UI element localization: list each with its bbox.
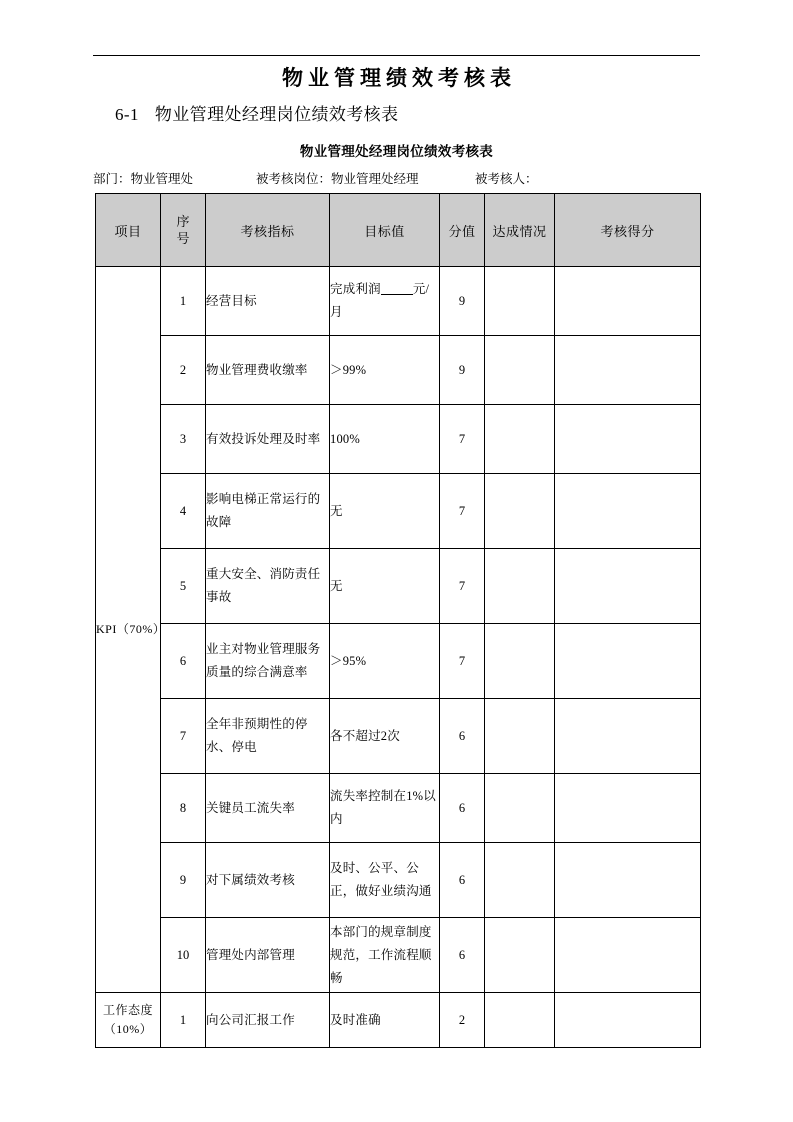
department-label: 部门：物业管理处 <box>93 172 194 186</box>
row-achievement[interactable] <box>485 405 555 474</box>
row-final-score[interactable] <box>555 624 701 699</box>
row-achievement[interactable] <box>485 474 555 549</box>
row-sequence: 3 <box>161 405 206 474</box>
row-indicator: 重大安全、消防责任事故 <box>206 549 330 624</box>
row-score: 7 <box>440 624 485 699</box>
row-target: 及时准确 <box>330 993 440 1048</box>
table-row <box>96 267 701 336</box>
row-achievement[interactable] <box>485 699 555 774</box>
row-score: 9 <box>440 267 485 336</box>
table-header-row <box>96 194 701 267</box>
row-final-score[interactable] <box>555 774 701 843</box>
meta-info-row <box>93 168 705 190</box>
row-indicator: 有效投诉处理及时率 <box>206 405 330 474</box>
row-achievement[interactable] <box>485 336 555 405</box>
row-final-score[interactable] <box>555 843 701 918</box>
header-rule <box>93 55 700 56</box>
row-target: ＞99% <box>330 336 440 405</box>
row-achievement[interactable] <box>485 624 555 699</box>
row-score: 7 <box>440 549 485 624</box>
row-indicator: 对下属绩效考核 <box>206 843 330 918</box>
page-title: 物业管理绩效考核表 <box>282 66 516 90</box>
row-sequence: 4 <box>161 474 206 549</box>
row-indicator: 经营目标 <box>206 267 330 336</box>
sequence-header-line1: 序 <box>176 214 190 229</box>
row-score: 7 <box>440 474 485 549</box>
row-target: 各不超过2次 <box>330 699 440 774</box>
row-target: 流失率控制在1%以内 <box>330 774 440 843</box>
row-score: 7 <box>440 405 485 474</box>
row-score: 6 <box>440 843 485 918</box>
section-heading <box>115 101 398 129</box>
row-achievement[interactable] <box>485 267 555 336</box>
group-label-line2: （10%） <box>103 1022 153 1036</box>
row-sequence: 1 <box>161 267 206 336</box>
row-sequence: 7 <box>161 699 206 774</box>
column-header-final-score: 考核得分 <box>555 194 701 267</box>
row-indicator: 物业管理费收缴率 <box>206 336 330 405</box>
target-prefix: 完成利润 <box>330 282 381 296</box>
row-indicator: 关键员工流失率 <box>206 774 330 843</box>
row-score: 6 <box>440 774 485 843</box>
person-label: 被考核人： <box>475 172 538 186</box>
row-sequence: 8 <box>161 774 206 843</box>
column-header-target: 目标值 <box>330 194 440 267</box>
target-suffix: 元/月 <box>330 282 430 319</box>
group-label-work-attitude <box>96 993 161 1048</box>
row-achievement[interactable] <box>485 549 555 624</box>
row-target: 无 <box>330 549 440 624</box>
row-final-score[interactable] <box>555 918 701 993</box>
table-caption: 物业管理处经理岗位绩效考核表 <box>299 144 494 159</box>
row-target: 100% <box>330 405 440 474</box>
column-header-score: 分值 <box>440 194 485 267</box>
row-final-score[interactable] <box>555 549 701 624</box>
table-row <box>96 993 701 1048</box>
row-sequence: 6 <box>161 624 206 699</box>
table-row <box>96 843 701 918</box>
row-final-score[interactable] <box>555 474 701 549</box>
row-achievement[interactable] <box>485 843 555 918</box>
row-final-score[interactable] <box>555 993 701 1048</box>
row-achievement[interactable] <box>485 918 555 993</box>
row-sequence: 1 <box>161 993 206 1048</box>
row-indicator: 管理处内部管理 <box>206 918 330 993</box>
row-indicator: 全年非预期性的停水、停电 <box>206 699 330 774</box>
sequence-header-line2: 号 <box>176 231 190 246</box>
group-label-line1: 工作态度 <box>102 1003 153 1017</box>
table-row <box>96 624 701 699</box>
row-target: 本部门的规章制度规范，工作流程顺畅 <box>330 918 440 993</box>
row-sequence: 2 <box>161 336 206 405</box>
row-achievement[interactable] <box>485 774 555 843</box>
row-target: ＞95% <box>330 624 440 699</box>
group-label-kpi: KPI（70%） <box>96 267 161 993</box>
table-row <box>96 549 701 624</box>
row-score: 9 <box>440 336 485 405</box>
column-header-sequence <box>161 194 206 267</box>
row-sequence: 10 <box>161 918 206 993</box>
fill-in-blank[interactable] <box>381 282 413 295</box>
row-final-score[interactable] <box>555 699 701 774</box>
performance-evaluation-table <box>95 193 701 1048</box>
section-title: 物业管理处经理岗位绩效考核表 <box>154 105 399 124</box>
row-score: 6 <box>440 918 485 993</box>
row-achievement[interactable] <box>485 993 555 1048</box>
table-row <box>96 336 701 405</box>
column-header-achievement: 达成情况 <box>485 194 555 267</box>
row-indicator: 向公司汇报工作 <box>206 993 330 1048</box>
row-target: 无 <box>330 474 440 549</box>
row-target <box>330 267 440 336</box>
position-label: 被考核岗位：物业管理处经理 <box>256 172 419 186</box>
row-sequence: 9 <box>161 843 206 918</box>
row-target: 及时、公平、公正，做好业绩沟通 <box>330 843 440 918</box>
row-sequence: 5 <box>161 549 206 624</box>
section-number: 6-1 <box>115 105 139 124</box>
table-row <box>96 918 701 993</box>
row-indicator: 业主对物业管理服务质量的综合满意率 <box>206 624 330 699</box>
row-final-score[interactable] <box>555 336 701 405</box>
row-indicator: 影响电梯正常运行的故障 <box>206 474 330 549</box>
table-row <box>96 699 701 774</box>
table-row <box>96 405 701 474</box>
table-row <box>96 474 701 549</box>
table-row <box>96 774 701 843</box>
column-header-indicator: 考核指标 <box>206 194 330 267</box>
row-final-score[interactable] <box>555 267 701 336</box>
row-score: 2 <box>440 993 485 1048</box>
row-final-score[interactable] <box>555 405 701 474</box>
column-header-item: 项目 <box>96 194 161 267</box>
row-score: 6 <box>440 699 485 774</box>
